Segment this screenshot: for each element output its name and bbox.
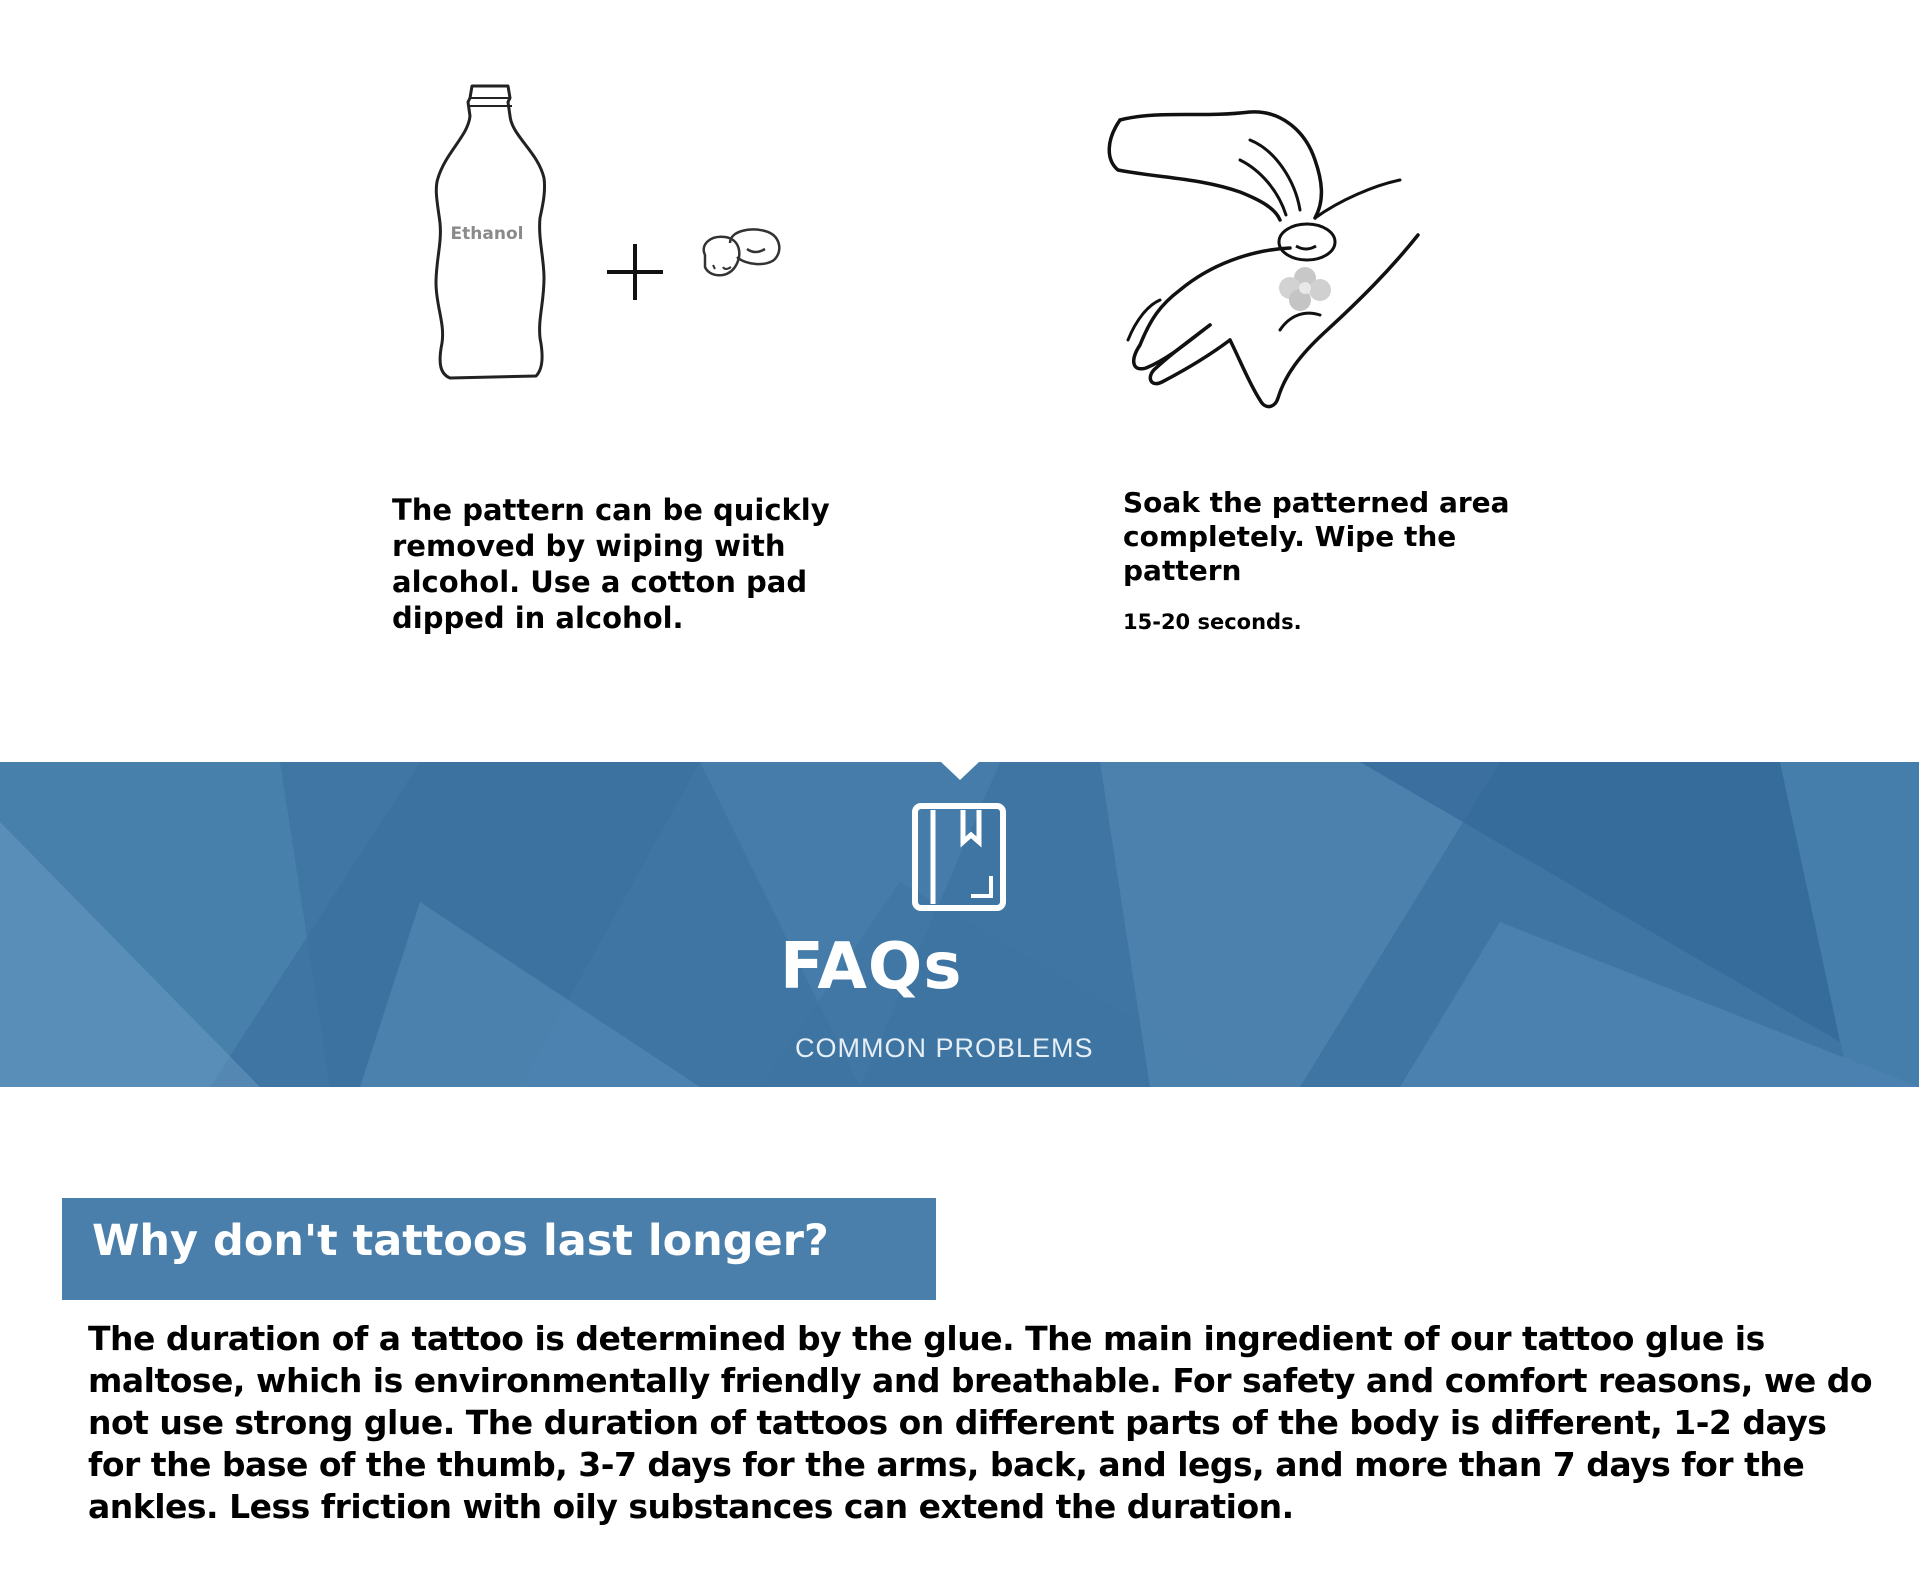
bottle-label: Ethanol	[450, 224, 524, 244]
answer-text: The duration of a tattoo is determined by the glue. The main ingredient of our tattoo glue is maltose, which is environmentally friendly and breathable. For safety and comfort reasons, we do not use strong glue. The duration of tattoos on different parts of the body is different, 1-2 days for the base of the thumb, 3-7 days for the arms, back, and legs, and more than 7 days for the ankles. Less friction with oily substances can extend the duration.	[88, 1319, 1873, 1526]
faq-title: FAQs	[780, 930, 963, 1004]
faq-subtitle: COMMON PROBLEMS	[795, 1033, 1094, 1063]
hand-wiping-icon	[1100, 100, 1440, 430]
cotton-pad-icon	[695, 225, 785, 295]
step1-description: The pattern can be quickly removed by wiping with alcohol. Use a cotton pad dipped in alcohol.	[392, 493, 830, 635]
book-icon	[911, 802, 1007, 912]
step2-time: 15-20 seconds.	[1123, 610, 1302, 634]
question-header	[62, 1198, 936, 1300]
step2-description: Soak the patterned area completely. Wipe the pattern	[1123, 486, 1510, 587]
plus-icon	[603, 240, 667, 304]
question-title: Why don't tattoos last longer?	[92, 1216, 829, 1266]
banner-notch-arrow	[922, 744, 998, 780]
